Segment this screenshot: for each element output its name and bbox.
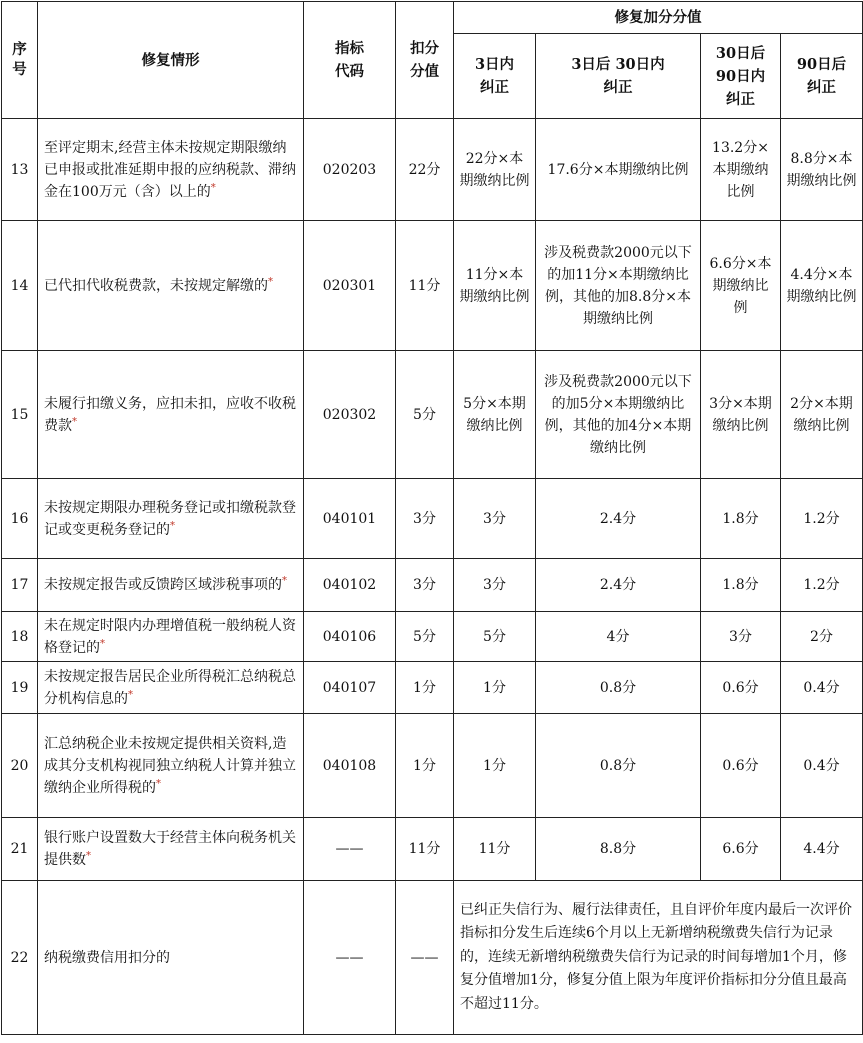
row-30-to-90: 6.6分 xyxy=(701,818,781,881)
row-seq: 13 xyxy=(2,119,38,221)
header-code-text: 指标 代码 xyxy=(335,40,364,80)
row-code: 040102 xyxy=(304,559,396,612)
asterisk-mark: * xyxy=(210,181,216,193)
asterisk-mark: * xyxy=(128,688,133,700)
row-30-to-90: 0.6分 xyxy=(701,662,781,714)
header-within-3-days-text: 3日内 纠正 xyxy=(474,56,515,96)
row-seq: 18 xyxy=(2,612,38,662)
row-situation xyxy=(38,221,304,351)
row-situation-text: 未在规定时限内办理增值税一般纳税人资格登记的 xyxy=(44,617,296,656)
table-row xyxy=(2,612,863,662)
row-seq: 19 xyxy=(2,662,38,714)
header-situation: 修复情形 xyxy=(38,2,304,119)
row-deduct: 1分 xyxy=(396,662,454,714)
row-situation-text: 汇总纳税企业未按规定提供相关资料,造成其分支机构视同独立纳税人计算并独立缴纳企业所得税的 xyxy=(44,735,296,796)
row-within-3: 1分 xyxy=(454,714,536,818)
row-within-3: 3分 xyxy=(454,479,536,559)
credit-repair-score-table xyxy=(1,1,863,1035)
row-3-to-30: 0.8分 xyxy=(536,714,701,818)
asterisk-mark: * xyxy=(282,575,287,587)
row-situation-text: 未按规定期限办理税务登记或扣缴税款登记或变更税务登记的 xyxy=(44,499,296,538)
row-3-to-30: 17.6分×本期缴纳比例 xyxy=(536,119,701,221)
header-after-90-days xyxy=(781,34,863,119)
credit-repair-table-container xyxy=(1,1,862,1041)
header-deduct xyxy=(396,2,454,119)
row-seq: 15 xyxy=(2,351,38,479)
row-deduct: 11分 xyxy=(396,818,454,881)
table-row xyxy=(2,221,863,351)
row-code: 020302 xyxy=(304,351,396,479)
row-30-to-90: 1.8分 xyxy=(701,559,781,612)
row-situation-text: 银行账户设置数大于经营主体向税务机关提供数 xyxy=(44,830,296,868)
row-30-to-90: 6.6分×本期缴纳比例 xyxy=(701,221,781,351)
row-3-to-30: 2.4分 xyxy=(536,559,701,612)
row-30-to-90: 1.8分 xyxy=(701,479,781,559)
asterisk-mark: * xyxy=(72,415,77,427)
row-after-90: 0.4分 xyxy=(781,714,863,818)
row-code: —— xyxy=(304,881,396,1035)
row-after-90: 2分 xyxy=(781,612,863,662)
table-row xyxy=(2,479,863,559)
header-seq-text: 序 号 xyxy=(12,41,27,78)
row-code: —— xyxy=(304,818,396,881)
table-row xyxy=(2,559,863,612)
table-row xyxy=(2,351,863,479)
row-after-90: 8.8分×本期缴纳比例 xyxy=(781,119,863,221)
header-30-to-90-days xyxy=(701,34,781,119)
row-after-90: 4.4分×本期缴纳比例 xyxy=(781,221,863,351)
row-code: 040101 xyxy=(304,479,396,559)
row-within-3: 5分 xyxy=(454,612,536,662)
header-seq xyxy=(2,2,38,119)
row-3-to-30: 4分 xyxy=(536,612,701,662)
header-3-to-30-days xyxy=(536,34,701,119)
table-row xyxy=(2,818,863,881)
row-seq: 14 xyxy=(2,221,38,351)
row-deduct: 5分 xyxy=(396,612,454,662)
row-after-90: 1.2分 xyxy=(781,559,863,612)
header-repair-group: 修复加分分值 xyxy=(454,2,863,34)
row-situation xyxy=(38,351,304,479)
row-situation xyxy=(38,119,304,221)
row-code: 040106 xyxy=(304,612,396,662)
row-3-to-30: 8.8分 xyxy=(536,818,701,881)
table-row xyxy=(2,714,863,818)
row-within-3: 1分 xyxy=(454,662,536,714)
row-seq: 17 xyxy=(2,559,38,612)
header-within-3-days xyxy=(454,34,536,119)
row-30-to-90: 0.6分 xyxy=(701,714,781,818)
row-3-to-30: 2.4分 xyxy=(536,479,701,559)
asterisk-mark: * xyxy=(100,637,105,649)
row-situation: 纳税缴费信用扣分的 xyxy=(38,881,304,1035)
asterisk-mark: * xyxy=(170,519,175,531)
row-within-3: 22分×本期缴纳比例 xyxy=(454,119,536,221)
row-deduct: 11分 xyxy=(396,221,454,351)
header-3-to-30-days-text: 3日后 30日内 纠正 xyxy=(571,56,665,96)
row-situation-text: 已代扣代收税费款，未按规定解缴的 xyxy=(44,277,268,294)
row-code: 020203 xyxy=(304,119,396,221)
row-situation xyxy=(38,612,304,662)
header-deduct-text: 扣分 分值 xyxy=(410,40,439,80)
row-after-90: 1.2分 xyxy=(781,479,863,559)
row-seq: 16 xyxy=(2,479,38,559)
table-row xyxy=(2,662,863,714)
row-seq: 20 xyxy=(2,714,38,818)
row-situation xyxy=(38,662,304,714)
row-after-90: 4.4分 xyxy=(781,818,863,881)
row-code: 040108 xyxy=(304,714,396,818)
row-deduct: 3分 xyxy=(396,559,454,612)
row-30-to-90: 3分 xyxy=(701,612,781,662)
row-deduct: —— xyxy=(396,881,454,1035)
asterisk-mark: * xyxy=(86,850,91,862)
row-situation xyxy=(38,714,304,818)
asterisk-mark: * xyxy=(156,777,161,789)
row-situation xyxy=(38,559,304,612)
header-30-to-90-days-text: 30日后 90日内 纠正 xyxy=(715,44,766,108)
table-row xyxy=(2,881,863,1035)
header-code xyxy=(304,2,396,119)
row-seq: 22 xyxy=(2,881,38,1035)
row-deduct: 22分 xyxy=(396,119,454,221)
row-within-3: 5分×本期缴纳比例 xyxy=(454,351,536,479)
row-3-to-30: 0.8分 xyxy=(536,662,701,714)
asterisk-mark: * xyxy=(268,275,273,287)
row-code: 040107 xyxy=(304,662,396,714)
row-seq: 21 xyxy=(2,818,38,881)
row-deduct: 1分 xyxy=(396,714,454,818)
row-30-to-90: 3分×本期缴纳比例 xyxy=(701,351,781,479)
header-after-90-days-text: 90日后 纠正 xyxy=(796,56,847,96)
table-row xyxy=(2,119,863,221)
row-situation xyxy=(38,479,304,559)
row-after-90: 0.4分 xyxy=(781,662,863,714)
row-30-to-90: 13.2分×本期缴纳比例 xyxy=(701,119,781,221)
row-situation-text: 未履行扣缴义务，应扣未扣，应收不收税费款 xyxy=(44,395,296,434)
row-after-90: 2分×本期缴纳比例 xyxy=(781,351,863,479)
row-within-3: 11分×本期缴纳比例 xyxy=(454,221,536,351)
row-situation xyxy=(38,818,304,881)
row-situation-text: 至评定期末,经营主体未按规定期限缴纳已申报或批准延期申报的应纳税款、滞纳金在100万元（含）以上的 xyxy=(44,139,296,200)
row-code: 020301 xyxy=(304,221,396,351)
row-within-3: 11分 xyxy=(454,818,536,881)
row-situation-text: 未按规定报告或反馈跨区域涉税事项的 xyxy=(44,577,282,593)
row-situation-text: 未按规定报告居民企业所得税汇总纳税总分机构信息的 xyxy=(44,668,296,707)
row-repair-note: 已纠正失信行为、履行法律责任，且自评价年度内最后一次评价指标扣分发生后连续6个月以上无新增纳税缴费失信行为记录的，连续无新增纳税缴费失信行为记录的时间每增加1个月，修复分值增加1分，修复分值上限为年度评价指标扣分分值且最高不超过11分。 xyxy=(454,881,863,1035)
row-3-to-30: 涉及税费款2000元以下的加5分×本期缴纳比例，其他的加4分×本期缴纳比例 xyxy=(536,351,701,479)
row-within-3: 3分 xyxy=(454,559,536,612)
row-deduct: 3分 xyxy=(396,479,454,559)
row-deduct: 5分 xyxy=(396,351,454,479)
row-3-to-30: 涉及税费款2000元以下的加11分×本期缴纳比例，其他的加8.8分×本期缴纳比例 xyxy=(536,221,701,351)
